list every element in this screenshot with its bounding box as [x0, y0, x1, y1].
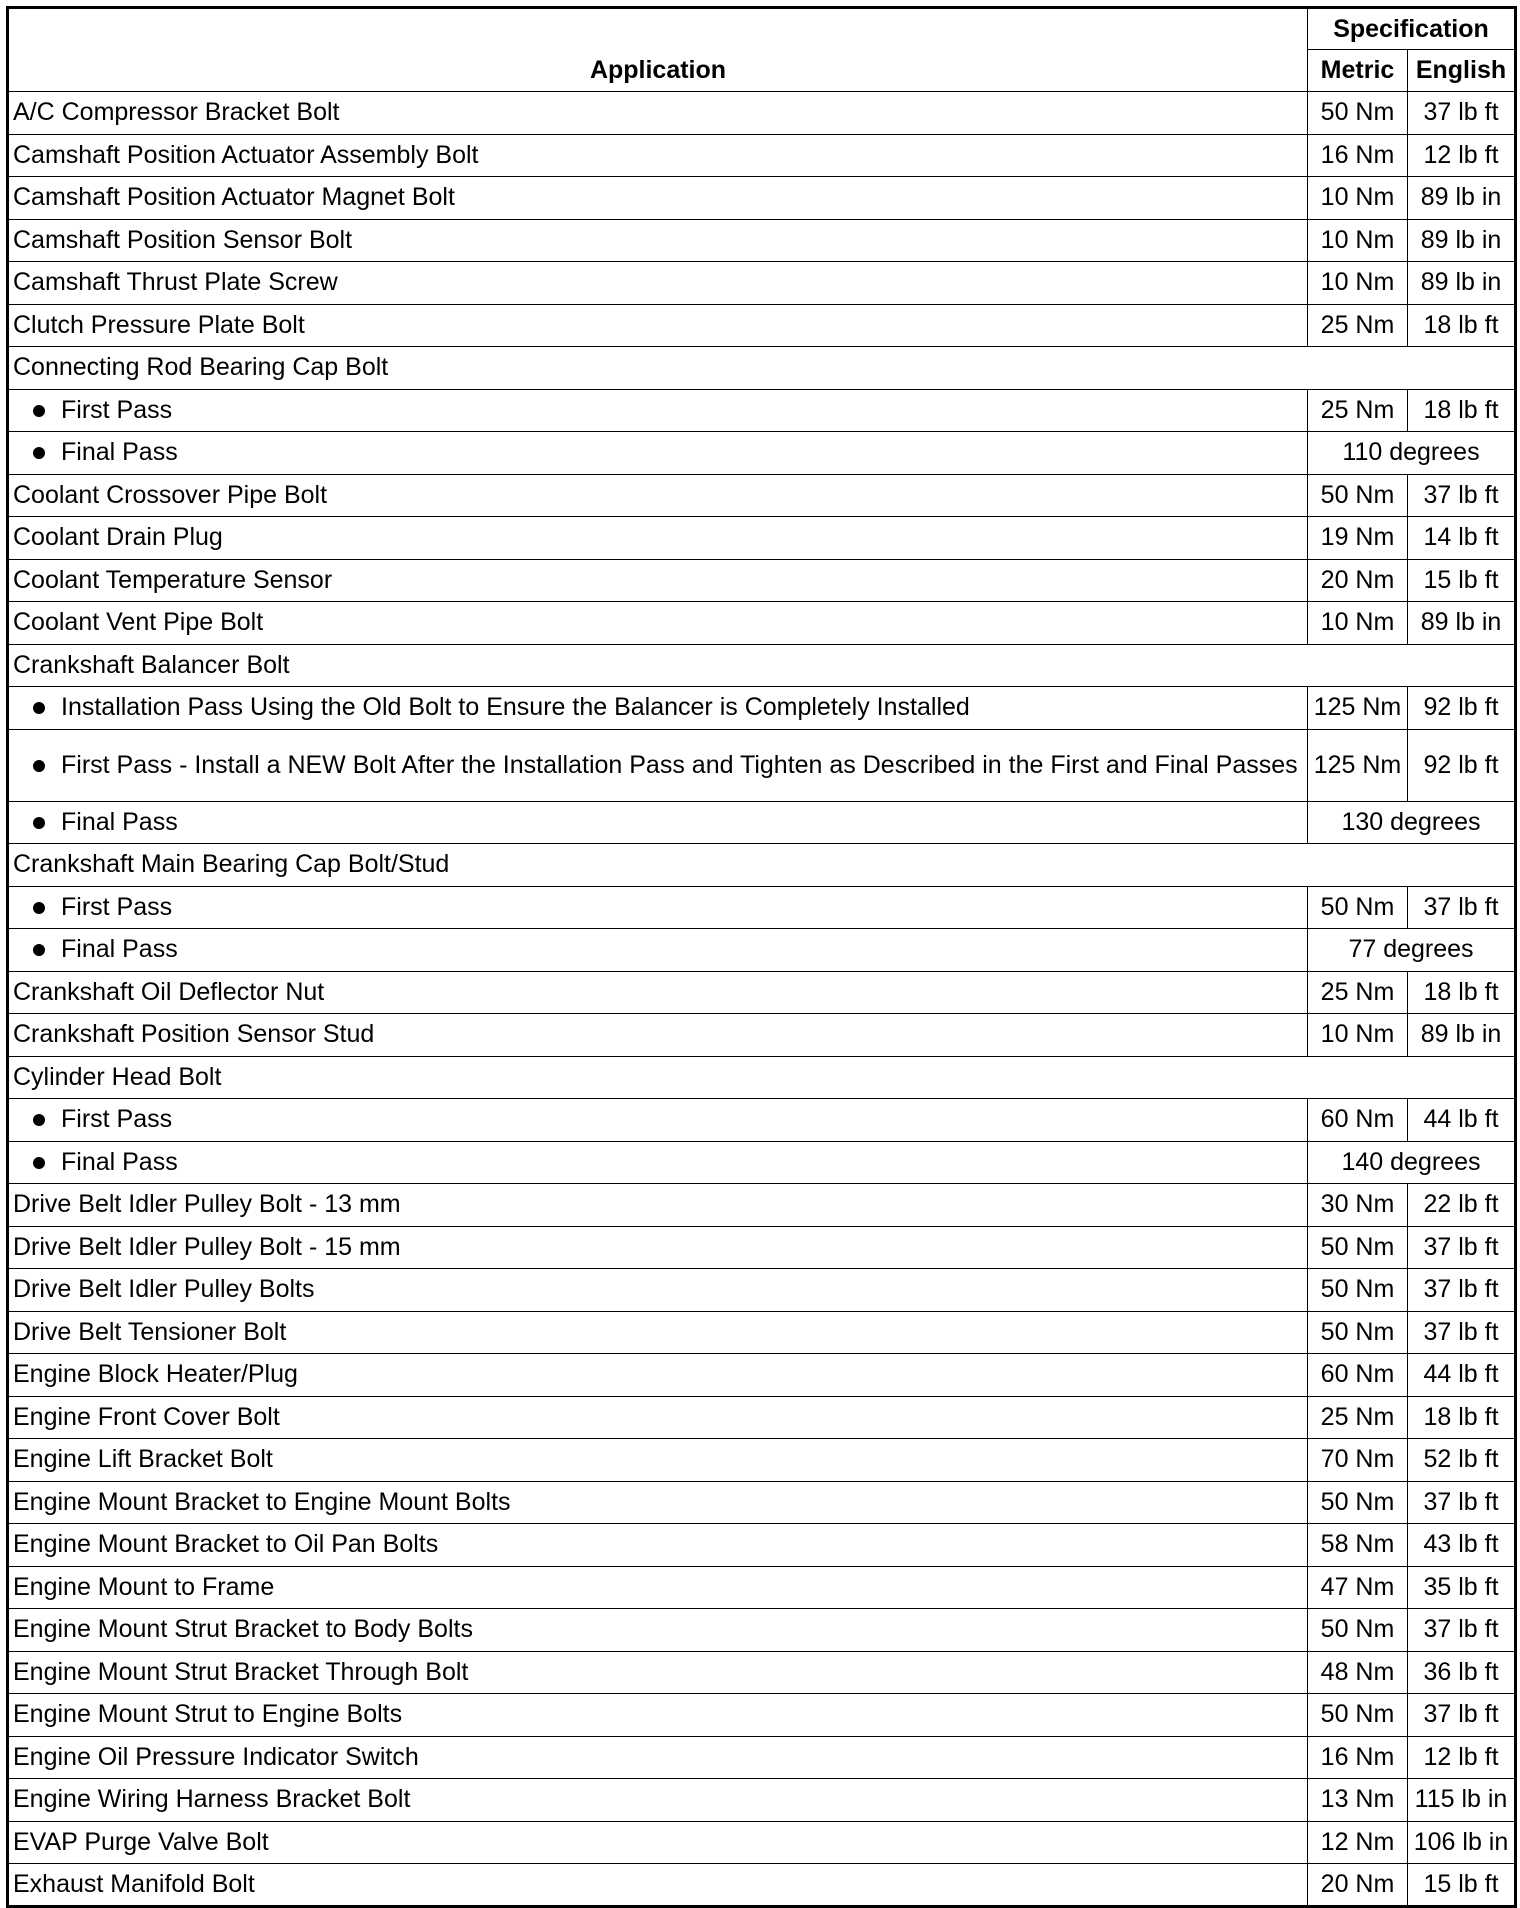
table-row — [8, 559, 1516, 602]
metric-header: Metric — [1308, 50, 1408, 92]
application-cell: Engine Mount Bracket to Oil Pan Bolts — [8, 1524, 1308, 1567]
metric-cell: 48 Nm — [1308, 1651, 1408, 1694]
english-cell: 37 lb ft — [1408, 886, 1516, 929]
application-cell: Engine Mount Strut Bracket to Body Bolts — [8, 1609, 1308, 1652]
application-cell: Clutch Pressure Plate Bolt — [8, 304, 1308, 347]
application-label: Final Pass — [61, 1147, 178, 1176]
bullet-item — [33, 438, 1303, 467]
table-row — [8, 971, 1516, 1014]
application-cell: Drive Belt Idler Pulley Bolt - 15 mm — [8, 1226, 1308, 1269]
application-cell — [8, 687, 1308, 730]
application-label: Installation Pass Using the Old Bolt to Ensure the Balancer is Completely Installed — [61, 693, 970, 722]
application-cell: Coolant Temperature Sensor — [8, 559, 1308, 602]
metric-cell: 13 Nm — [1308, 1779, 1408, 1822]
metric-cell: 25 Nm — [1308, 304, 1408, 347]
table-row — [8, 844, 1516, 887]
bullet-item — [33, 1105, 1303, 1134]
english-cell: 37 lb ft — [1408, 1311, 1516, 1354]
table-row — [8, 1524, 1516, 1567]
english-cell: 35 lb ft — [1408, 1566, 1516, 1609]
english-cell: 106 lb in — [1408, 1821, 1516, 1864]
application-cell — [8, 389, 1308, 432]
application-cell: Engine Mount Strut to Engine Bolts — [8, 1694, 1308, 1737]
bullet-item — [33, 935, 1303, 964]
table-row — [8, 644, 1516, 687]
table-row — [8, 1481, 1516, 1524]
english-cell: 89 lb in — [1408, 219, 1516, 262]
metric-cell: 70 Nm — [1308, 1439, 1408, 1482]
table-row — [8, 432, 1516, 475]
english-cell: 12 lb ft — [1408, 1736, 1516, 1779]
application-cell — [8, 886, 1308, 929]
bullet-icon — [33, 1114, 45, 1126]
table-row — [8, 1566, 1516, 1609]
english-cell: 15 lb ft — [1408, 1864, 1516, 1907]
application-cell: Coolant Crossover Pipe Bolt — [8, 474, 1308, 517]
table-row — [8, 602, 1516, 645]
table-row — [8, 1396, 1516, 1439]
english-cell: 18 lb ft — [1408, 971, 1516, 1014]
english-cell: 22 lb ft — [1408, 1184, 1516, 1227]
application-label: First Pass - Install a NEW Bolt After the Installation Pass and Tighten as Described in the First and Final Passes — [61, 750, 1298, 779]
metric-cell: 50 Nm — [1308, 886, 1408, 929]
table-row — [8, 1269, 1516, 1312]
application-cell: Crankshaft Balancer Bolt — [8, 644, 1516, 687]
english-cell: 18 lb ft — [1408, 304, 1516, 347]
english-cell: 37 lb ft — [1408, 1694, 1516, 1737]
application-cell: Camshaft Position Actuator Assembly Bolt — [8, 134, 1308, 177]
application-cell: Connecting Rod Bearing Cap Bolt — [8, 347, 1516, 390]
application-cell: Drive Belt Idler Pulley Bolts — [8, 1269, 1308, 1312]
english-header: English — [1408, 50, 1516, 92]
metric-cell: 10 Nm — [1308, 219, 1408, 262]
application-cell: Cylinder Head Bolt — [8, 1056, 1516, 1099]
english-cell: 52 lb ft — [1408, 1439, 1516, 1482]
english-cell: 92 lb ft — [1408, 687, 1516, 730]
table-row — [8, 687, 1516, 730]
table-row — [8, 389, 1516, 432]
application-cell: Engine Front Cover Bolt — [8, 1396, 1308, 1439]
metric-cell: 10 Nm — [1308, 1014, 1408, 1057]
metric-cell: 50 Nm — [1308, 1269, 1408, 1312]
metric-cell: 50 Nm — [1308, 1226, 1408, 1269]
metric-cell: 47 Nm — [1308, 1566, 1408, 1609]
metric-cell: 50 Nm — [1308, 474, 1408, 517]
specification-table — [6, 6, 1517, 1908]
english-cell: 115 lb in — [1408, 1779, 1516, 1822]
table-row — [8, 1609, 1516, 1652]
metric-cell: 58 Nm — [1308, 1524, 1408, 1567]
table-row — [8, 1311, 1516, 1354]
english-cell: 37 lb ft — [1408, 474, 1516, 517]
table-row — [8, 1864, 1516, 1907]
application-label: Final Pass — [61, 935, 178, 964]
english-cell: 89 lb in — [1408, 1014, 1516, 1057]
metric-cell: 25 Nm — [1308, 1396, 1408, 1439]
metric-cell: 12 Nm — [1308, 1821, 1408, 1864]
application-cell: Crankshaft Position Sensor Stud — [8, 1014, 1308, 1057]
english-cell: 44 lb ft — [1408, 1354, 1516, 1397]
bullet-icon — [33, 817, 45, 829]
english-cell: 12 lb ft — [1408, 134, 1516, 177]
bullet-item — [33, 808, 1303, 837]
english-cell: 36 lb ft — [1408, 1651, 1516, 1694]
table-row — [8, 92, 1516, 135]
english-cell: 37 lb ft — [1408, 1609, 1516, 1652]
application-label: First Pass — [61, 892, 173, 921]
table-row — [8, 177, 1516, 220]
metric-cell: 10 Nm — [1308, 602, 1408, 645]
metric-cell: 25 Nm — [1308, 389, 1408, 432]
metric-cell: 20 Nm — [1308, 1864, 1408, 1907]
table-row — [8, 134, 1516, 177]
application-cell: Drive Belt Idler Pulley Bolt - 13 mm — [8, 1184, 1308, 1227]
application-cell — [8, 729, 1308, 801]
english-cell: 14 lb ft — [1408, 517, 1516, 560]
english-cell: 43 lb ft — [1408, 1524, 1516, 1567]
bullet-item — [33, 751, 1303, 780]
english-cell: 37 lb ft — [1408, 1481, 1516, 1524]
application-cell: Engine Wiring Harness Bracket Bolt — [8, 1779, 1308, 1822]
table-row — [8, 347, 1516, 390]
english-cell: 89 lb in — [1408, 602, 1516, 645]
bullet-item — [33, 396, 1303, 425]
metric-cell: 25 Nm — [1308, 971, 1408, 1014]
table-body — [8, 92, 1516, 1907]
application-cell: Engine Mount Bracket to Engine Mount Bolts — [8, 1481, 1308, 1524]
table-row — [8, 1779, 1516, 1822]
english-cell: 18 lb ft — [1408, 389, 1516, 432]
application-cell: Engine Mount Strut Bracket Through Bolt — [8, 1651, 1308, 1694]
metric-cell: 19 Nm — [1308, 517, 1408, 560]
angle-spec-cell: 140 degrees — [1308, 1141, 1516, 1184]
bullet-icon — [33, 447, 45, 459]
application-label: First Pass — [61, 395, 173, 424]
metric-cell: 20 Nm — [1308, 559, 1408, 602]
application-cell: Camshaft Position Actuator Magnet Bolt — [8, 177, 1308, 220]
english-cell: 37 lb ft — [1408, 92, 1516, 135]
application-cell: Engine Mount to Frame — [8, 1566, 1308, 1609]
application-cell: Camshaft Thrust Plate Screw — [8, 262, 1308, 305]
table-row — [8, 1226, 1516, 1269]
metric-cell: 60 Nm — [1308, 1354, 1408, 1397]
table-row — [8, 801, 1516, 844]
application-label: Final Pass — [61, 807, 178, 836]
metric-cell: 16 Nm — [1308, 134, 1408, 177]
english-cell: 37 lb ft — [1408, 1226, 1516, 1269]
application-cell: Engine Lift Bracket Bolt — [8, 1439, 1308, 1482]
table-row — [8, 1439, 1516, 1482]
application-cell: Crankshaft Oil Deflector Nut — [8, 971, 1308, 1014]
english-cell: 89 lb in — [1408, 262, 1516, 305]
application-label: First Pass — [61, 1105, 173, 1134]
table-row — [8, 729, 1516, 801]
application-cell: Engine Oil Pressure Indicator Switch — [8, 1736, 1308, 1779]
table-row — [8, 1694, 1516, 1737]
metric-cell: 50 Nm — [1308, 1609, 1408, 1652]
bullet-icon — [33, 944, 45, 956]
english-cell: 37 lb ft — [1408, 1269, 1516, 1312]
angle-spec-cell: 110 degrees — [1308, 432, 1516, 475]
bullet-icon — [33, 902, 45, 914]
application-cell — [8, 929, 1308, 972]
application-cell — [8, 801, 1308, 844]
metric-cell: 50 Nm — [1308, 1481, 1408, 1524]
metric-cell: 50 Nm — [1308, 1311, 1408, 1354]
table-row — [8, 1821, 1516, 1864]
table-row — [8, 474, 1516, 517]
application-cell: Coolant Drain Plug — [8, 517, 1308, 560]
english-cell: 18 lb ft — [1408, 1396, 1516, 1439]
table-row — [8, 929, 1516, 972]
application-header: Application — [8, 8, 1308, 92]
application-label: Final Pass — [61, 438, 178, 467]
english-cell: 15 lb ft — [1408, 559, 1516, 602]
application-cell — [8, 1099, 1308, 1142]
application-cell: Exhaust Manifold Bolt — [8, 1864, 1308, 1907]
metric-cell: 125 Nm — [1308, 729, 1408, 801]
table-row — [8, 219, 1516, 262]
application-cell — [8, 432, 1308, 475]
metric-cell: 60 Nm — [1308, 1099, 1408, 1142]
table-row — [8, 1184, 1516, 1227]
table-row — [8, 1099, 1516, 1142]
application-cell — [8, 1141, 1308, 1184]
bullet-item — [33, 893, 1303, 922]
bullet-icon — [33, 760, 45, 772]
application-cell: Crankshaft Main Bearing Cap Bolt/Stud — [8, 844, 1516, 887]
table-row — [8, 1354, 1516, 1397]
application-cell: Engine Block Heater/Plug — [8, 1354, 1308, 1397]
bullet-item — [33, 1148, 1303, 1177]
metric-cell: 16 Nm — [1308, 1736, 1408, 1779]
specification-header: Specification — [1308, 8, 1516, 50]
bullet-item — [33, 693, 1303, 722]
metric-cell: 30 Nm — [1308, 1184, 1408, 1227]
bullet-icon — [33, 405, 45, 417]
english-cell: 89 lb in — [1408, 177, 1516, 220]
bullet-icon — [33, 1157, 45, 1169]
metric-cell: 125 Nm — [1308, 687, 1408, 730]
metric-cell: 10 Nm — [1308, 177, 1408, 220]
bullet-icon — [33, 702, 45, 714]
table-row — [8, 304, 1516, 347]
table-row — [8, 1056, 1516, 1099]
table-row — [8, 262, 1516, 305]
table-row — [8, 517, 1516, 560]
application-cell: Coolant Vent Pipe Bolt — [8, 602, 1308, 645]
application-cell: Drive Belt Tensioner Bolt — [8, 1311, 1308, 1354]
metric-cell: 50 Nm — [1308, 92, 1408, 135]
table-row — [8, 1014, 1516, 1057]
angle-spec-cell: 130 degrees — [1308, 801, 1516, 844]
english-cell: 44 lb ft — [1408, 1099, 1516, 1142]
english-cell: 92 lb ft — [1408, 729, 1516, 801]
table-row — [8, 886, 1516, 929]
table-row — [8, 1651, 1516, 1694]
metric-cell: 10 Nm — [1308, 262, 1408, 305]
application-cell: EVAP Purge Valve Bolt — [8, 1821, 1308, 1864]
metric-cell: 50 Nm — [1308, 1694, 1408, 1737]
application-cell: Camshaft Position Sensor Bolt — [8, 219, 1308, 262]
table-row — [8, 1736, 1516, 1779]
angle-spec-cell: 77 degrees — [1308, 929, 1516, 972]
application-cell: A/C Compressor Bracket Bolt — [8, 92, 1308, 135]
table-row — [8, 1141, 1516, 1184]
